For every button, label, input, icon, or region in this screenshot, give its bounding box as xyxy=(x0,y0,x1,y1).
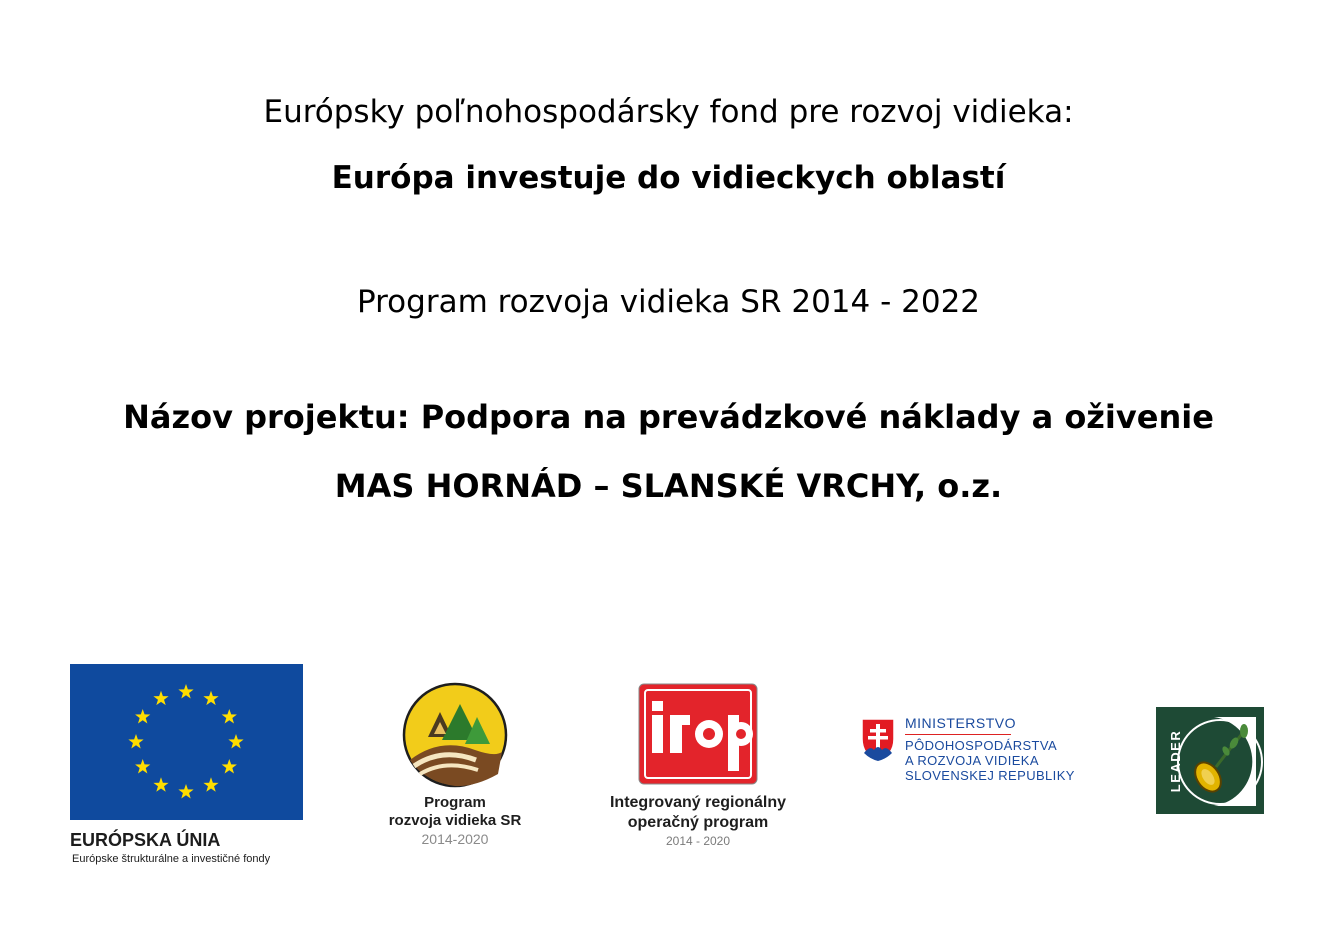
eu-subtitle: Európske štrukturálne a investičné fondy xyxy=(72,853,271,865)
slovak-coat-of-arms-icon xyxy=(860,717,896,763)
eu-star-icon xyxy=(135,759,150,773)
eu-star-icon xyxy=(228,734,243,748)
fund-slogan: Európa investuje do vidieckych oblastí xyxy=(331,160,1006,196)
ministry-line3: SLOVENSKEJ REPUBLIKY xyxy=(905,768,1075,783)
prv-line2: rozvoja vidieka SR xyxy=(388,812,522,829)
eu-star-icon xyxy=(203,777,218,791)
prv-line1: Program xyxy=(424,794,486,811)
organization-name: MAS HORNÁD – SLANSKÉ VRCHY, o.z. xyxy=(334,467,1003,505)
ministry-divider xyxy=(905,734,1011,735)
ministry-line2: A ROZVOJA VIDIEKA xyxy=(905,753,1039,768)
leader-label: LEADER xyxy=(1168,729,1183,793)
prv-emblem-icon xyxy=(380,682,530,792)
program-title: Program rozvoja vidieka SR 2014 - 2022 xyxy=(356,284,981,320)
eu-star-icon xyxy=(222,709,237,723)
fund-title: Európsky poľnohospodársky fond pre rozvoj vidieka: xyxy=(263,94,1074,130)
eu-name: EURÓPSKA ÚNIA xyxy=(70,830,221,850)
ministry-logo xyxy=(860,715,1090,785)
eu-star-icon xyxy=(222,759,237,773)
project-title: Názov projektu: Podpora na prevádzkové náklady a oživenie xyxy=(123,398,1214,436)
irop-emblem-icon xyxy=(638,683,758,785)
prv-logo xyxy=(380,682,530,852)
leader-emblem-icon xyxy=(1156,707,1264,814)
ministry-title: MINISTERSTVO xyxy=(905,715,1017,731)
irop-line1: Integrovaný regionálny xyxy=(609,794,787,811)
eu-star-icon xyxy=(178,684,193,698)
eu-star-icon xyxy=(128,734,143,748)
prv-years: 2014-2020 xyxy=(421,831,489,847)
ministry-line1: PÔDOHOSPODÁRSTVA xyxy=(905,738,1058,753)
irop-line2: operačný program xyxy=(627,814,769,831)
eu-flag-icon xyxy=(70,664,303,820)
eu-star-icon xyxy=(153,777,168,791)
leader-logo xyxy=(1156,707,1264,814)
irop-logo xyxy=(598,683,798,853)
eu-star-icon xyxy=(203,691,218,705)
irop-years: 2014 - 2020 xyxy=(665,834,731,848)
eu-logo xyxy=(70,664,320,869)
eu-star-icon xyxy=(178,784,193,798)
eu-star-icon xyxy=(135,709,150,723)
eu-star-icon xyxy=(153,691,168,705)
